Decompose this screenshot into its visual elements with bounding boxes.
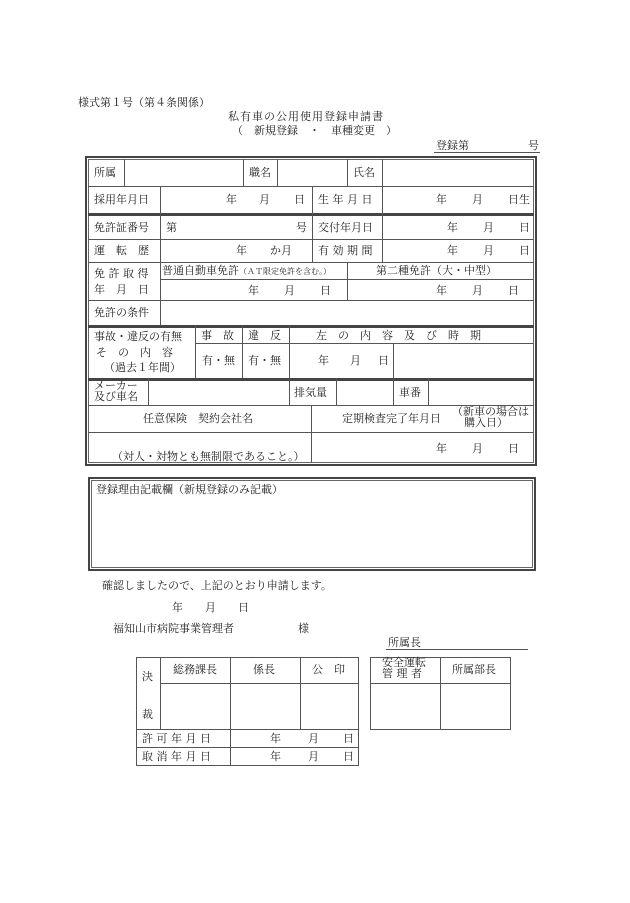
ordinary-license-text: 普通自動車免許 xyxy=(162,264,239,277)
valid-period-label: 有 効 期 間 xyxy=(318,244,373,257)
inspection-year: 年 xyxy=(436,442,447,455)
row-line-double xyxy=(88,378,534,381)
col-line xyxy=(277,159,278,186)
license-suffix: 号 xyxy=(296,221,307,234)
accident-label-2: そ の 内 容 xyxy=(96,346,173,359)
col-line xyxy=(428,378,429,405)
row-line xyxy=(88,239,534,240)
col-line xyxy=(160,186,161,325)
history-years: 年 xyxy=(236,244,247,257)
accident-yes-no[interactable]: 有・無 xyxy=(202,354,235,367)
new-car-note-2: 購入日） xyxy=(464,416,508,429)
accident-column-header: 事 故 xyxy=(201,329,234,342)
hire-month: 月 xyxy=(259,193,270,206)
license-prefix: 第 xyxy=(166,221,177,234)
cancel-date-label: 取 消 年 月 日 xyxy=(142,750,211,763)
row-line-double xyxy=(88,325,534,328)
official-seal-stamp[interactable] xyxy=(301,684,358,729)
approval-row-line xyxy=(136,729,359,730)
col-line xyxy=(124,159,125,186)
issue-month: 月 xyxy=(483,221,494,234)
job-title-label: 職名 xyxy=(249,166,271,179)
cancel-year: 年 xyxy=(270,750,281,763)
unlimited-note: （対人・対物とも無制限であること。） xyxy=(112,450,305,463)
name-label: 氏名 xyxy=(353,166,375,179)
col-line xyxy=(393,378,394,405)
license-conditions-label: 免許の条件 xyxy=(94,306,149,319)
department-head-label: 所属長 xyxy=(388,636,421,649)
col-line xyxy=(195,325,196,378)
row-line xyxy=(195,343,534,344)
displacement-label: 排気量 xyxy=(294,386,327,399)
details-year: 年 xyxy=(318,354,329,367)
col-line xyxy=(289,378,290,405)
car-number-label: 車番 xyxy=(399,386,421,399)
inspection-day: 日 xyxy=(508,442,519,455)
details-column-header: 左 の 内 容 及 び 時 期 xyxy=(316,329,481,342)
maker-label-2: 及び車名 xyxy=(94,390,138,403)
history-months: か月 xyxy=(270,244,292,257)
accident-label-1: 事故・違反の有無 xyxy=(94,330,182,343)
general-affairs-chief-stamp[interactable] xyxy=(161,684,230,729)
approval-row-line xyxy=(136,747,359,748)
col-line xyxy=(382,186,383,262)
official-seal-header: 公 印 xyxy=(312,663,345,676)
ordinary-day: 日 xyxy=(320,284,331,297)
section-chief-header: 係長 xyxy=(253,663,275,676)
second-class-month: 月 xyxy=(472,284,483,297)
valid-year: 年 xyxy=(447,244,458,257)
issue-day: 日 xyxy=(519,221,530,234)
col-line xyxy=(148,378,149,405)
safety-col-line xyxy=(440,657,441,730)
permit-day: 日 xyxy=(343,732,354,745)
inspection-date-label: 定期検査完了年月日 xyxy=(342,412,441,425)
valid-day: 日 xyxy=(519,244,530,257)
col-line xyxy=(243,159,244,186)
col-line xyxy=(347,159,348,186)
permit-date-label: 許 可 年 月 日 xyxy=(142,732,211,745)
form-number: 様式第１号（第４条関係） xyxy=(78,96,210,109)
registration-suffix: 号 xyxy=(528,139,539,152)
row-line xyxy=(88,262,534,263)
second-class-year: 年 xyxy=(436,284,447,297)
col-line xyxy=(311,405,312,463)
decision-label-1: 決 xyxy=(142,670,153,683)
birth-month: 月 xyxy=(472,193,483,206)
registration-label: 登録第 xyxy=(436,139,469,152)
col-line xyxy=(242,325,243,378)
permit-year: 年 xyxy=(270,732,281,745)
registration-underline xyxy=(434,152,540,153)
col-line xyxy=(336,378,337,405)
department-head-underline[interactable] xyxy=(386,649,528,650)
acquisition-label-1: 免 許 取 得 xyxy=(94,267,149,280)
maker-label-1: メーカー xyxy=(94,379,138,392)
second-class-license-label: 第二種免許（大・中型） xyxy=(376,264,497,277)
reason-box-label: 登録理由記載欄（新規登録のみ記載） xyxy=(96,483,283,496)
addressee: 福知山市病院事業管理者 xyxy=(113,622,234,635)
ordinary-license-note: （ＡＴ限定免許を含む。） xyxy=(239,267,331,276)
ordinary-month: 月 xyxy=(284,284,295,297)
ordinary-year: 年 xyxy=(248,284,259,297)
addressee-honorific: 様 xyxy=(298,622,309,635)
birth-date-label: 生 年 月 日 xyxy=(318,193,373,206)
hire-day: 日 xyxy=(294,193,305,206)
cancel-day: 日 xyxy=(343,750,354,763)
insurance-label: 任意保険 契約会社名 xyxy=(143,412,253,425)
hire-year: 年 xyxy=(226,193,237,206)
decision-label-2: 裁 xyxy=(142,708,153,721)
issue-year: 年 xyxy=(447,221,458,234)
cancel-month: 月 xyxy=(308,750,319,763)
permit-month: 月 xyxy=(308,732,319,745)
safety-manager-label-1: 安全運転 xyxy=(382,656,426,669)
row-line xyxy=(88,300,534,301)
accident-label-3: （過去１年間） xyxy=(104,361,181,374)
department-manager-label: 所属部長 xyxy=(452,663,496,676)
col-line xyxy=(347,262,348,300)
violation-column-header: 違 反 xyxy=(248,329,281,342)
birth-day-born: 日生 xyxy=(508,193,530,206)
affiliation-label: 所属 xyxy=(94,166,116,179)
general-affairs-chief-header: 総務課長 xyxy=(173,663,217,676)
acquisition-label-2: 年 月 日 xyxy=(94,283,149,296)
col-line xyxy=(393,343,394,378)
col-line xyxy=(289,325,290,378)
declaration-text: 確認しましたので、上記のとおり申請します。 xyxy=(102,579,332,592)
details-day: 日 xyxy=(378,354,389,367)
license-number-label: 免許証番号 xyxy=(94,221,149,234)
driving-history-label: 運 転 歴 xyxy=(94,244,149,257)
hire-date-label: 採用年月日 xyxy=(94,193,149,206)
issue-date-label: 交付年月日 xyxy=(318,221,373,234)
details-month: 月 xyxy=(350,354,361,367)
safety-manager-label-2: 管 理 者 xyxy=(382,667,422,680)
ordinary-license-label xyxy=(162,264,331,278)
valid-month: 月 xyxy=(483,244,494,257)
inspection-month: 月 xyxy=(472,442,483,455)
row-line-double xyxy=(88,213,534,216)
second-class-day: 日 xyxy=(508,284,519,297)
form-subtitle: （ 新規登録 ・ 車種変更 ） xyxy=(232,124,397,137)
row-line xyxy=(88,186,534,187)
col-line xyxy=(312,186,313,262)
col-line xyxy=(382,159,383,186)
declaration-date: 年 月 日 xyxy=(172,601,249,614)
section-chief-stamp[interactable] xyxy=(231,684,300,729)
violation-yes-no[interactable]: 有・無 xyxy=(248,354,281,367)
new-car-note-1: （新車の場合は xyxy=(452,405,529,418)
form-title: 私有車の公用使用登録申請書 xyxy=(228,110,384,123)
birth-year: 年 xyxy=(436,193,447,206)
